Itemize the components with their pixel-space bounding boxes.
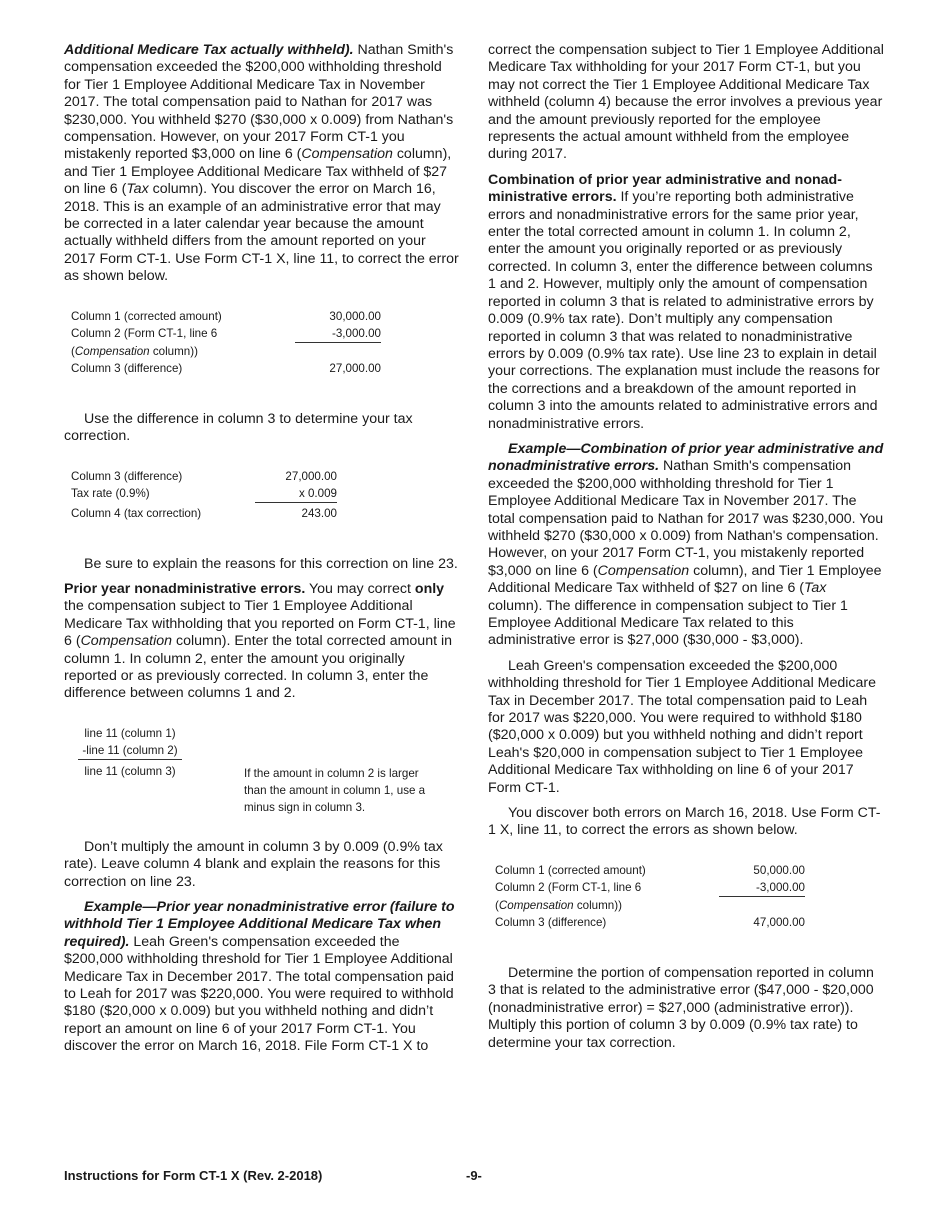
paragraph-explain-reasons: Be sure to explain the reasons for this correction on line 23. — [84, 555, 458, 572]
paragraph-dont-multiply: Don’t multiply the amount in column 3 by 0.009 (0.9% tax rate). Leave column 4 blank and explain the reasons for this correction on line 23. — [64, 838, 443, 890]
paragraph-combination: Combination of prior year administrative and nonad-ministrative errors. If you’re reporting both administrative errors and nonadministrative errors for the same prior year, enter the total corrected amount in column 1. In column 2, enter the amount you originally reported or as previously corrected. In column 3, enter the difference between columns 1 and 2. However, multiply only the amount of compensation reported in column 3 that is related to administrative errors by 0.009 (0.9% tax rate). Don’t multiply any compensation reported in column 3 that was related to nonadministrative errors by 0.009 (0.9% tax rate). Use line 23 to explain in detail your corrections. The explanation must include the reasons for the corrections and a breakdown of the amount reported in column 3 into the amounts related to administrative errors and nonadministrative errors. — [488, 171, 880, 432]
paragraph-discover-errors: You discover both errors on March 16, 2018. Use Form CT-1 X, line 11, to correct the errors as shown below. — [488, 805, 881, 839]
paragraph-prior-nonadmin: Prior year nonadministrative errors. You may correct only the compensation subject to Tier 1 Employee Additional Medicare Tax withholding that you reported on Form CT-1, line 6 (Compensation column). Enter the total corrected amount in column 1. In column 2, enter the amount you originally reported or as previously corrected. In column 3, enter the difference between columns 1 and 2. — [64, 580, 456, 702]
calc-table-2: Column 3 (difference) 27,000.00 Tax rate (0.9%) x 0.009 Column 4 (tax correction) 243.00 — [71, 469, 337, 520]
footer-title: Instructions for Form CT-1 X (Rev. 2-2018) — [64, 1168, 323, 1183]
paragraph-combination-example: Example—Combination of prior year administrative and nonadministrative errors. Nathan Smith's compensation exceeded the $200,000 withholding threshold for Tier 1 Employee Additional Medicare Tax in November 2017. The total compensation paid to Nathan for 2017 was $230,000. You withheld $270 ($30,000 x 0.009) from Nathan's compensation. However, on your 2017 Form CT-1, you mistakenly reported $3,000 on line 6 (Compensation column), and Tier 1 Employee Additional Medicare Tax withheld of $27 on line 6 (Tax column). The difference in compensation subject to Tier 1 Employee Additional Medicare Tax related to this administrative error is $27,000 ($30,000 - $3,000). — [488, 440, 884, 649]
calc-table-3: line 11 (column 1) -line 11 (column 2) line 11 (column 3) If the amount in column 2 is larger than the amount in column 1, use a minus sign in column 3. — [78, 725, 460, 805]
paragraph-admin-example-cont: Additional Medicare Tax actually withheld). Nathan Smith's compensation exceeded the $200,000 withholding threshold for Tier 1 Employee Additional Medicare Tax in November 2017. The total compensation paid to Nathan for 2017 was $230,000. You withheld $270 ($30,000 x 0.009) from Nathan's compensation. However, on your 2017 Form CT-1 you mistakenly reported $3,000 on line 6 (Compensation column), and Tier 1 Employee Additional Medicare Tax withheld of $27 on line 6 (Tax column). You discover the error on March 16, 2018. This is an example of an administrative error that may be corrected in a later calendar year because the amount actually withheld differs from the amount reported on your 2017 Form CT-1. Use Form CT-1 X, line 11, to correct the error as shown below. — [64, 42, 459, 285]
page-footer — [64, 1168, 884, 1183]
paragraph-use-difference: Use the difference in column 3 to determine your tax correction. — [64, 410, 413, 445]
calc-table-4: Column 1 (corrected amount) 50,000.00 Column 2 (Form CT-1, line 6 -3,000.00 (Compensation column)) Column 3 (difference) 47,000.00 — [495, 863, 805, 929]
minus-sign-note: If the amount in column 2 is larger than the amount in column 1, use a minus sign in column 3. — [244, 766, 426, 814]
left-column — [64, 42, 460, 1064]
paragraph-nonadmin-example: Example—Prior year nonadministrative error (failure to withhold Tier 1 Employee Additional Medicare Tax when required). Leah Green's compensation exceeded the $200,000 withholding threshold for Tier 1 Employee Additional Medicare Tax in December 2017. The total compensation paid to Leah for 2017 was $220,000. You were required to withhold $180 ($20,000 x 0.009) but you withheld nothing and didn’t report an amount on line 6 of your 2017 Form CT-1. You discover the error on March 16, 2018. File Form CT-1 X to — [64, 898, 455, 1055]
paragraph-determine-portion: Determine the portion of compensation reported in column 3 that is related to the administrative error ($47,000 - $20,000 (nonadministrative error) = $27,000 (administrative error)). Multiply this portion of column 3 by 0.009 (0.9% tax rate) to determine your tax correction. — [488, 964, 874, 1051]
right-column — [488, 42, 884, 1060]
paragraph-leah-green: Leah Green's compensation exceeded the $200,000 withholding threshold for Tier 1 Employee Additional Medicare Tax in December 2017. The total compensation paid to Leah for 2017 was $220,000. You were required to withhold $180 ($20,000 x 0.009) but you withheld nothing and didn’t report Leah's $20,000 in compensation subject to Tier 1 Employee Additional Medicare Tax withholding on line 6 of your 2017 Form CT-1. — [488, 657, 877, 796]
page-number: -9- — [466, 1168, 482, 1183]
paragraph-nonadmin-example-cont: correct the compensation subject to Tier 1 Employee Additional Medicare Tax withholding for your 2017 Form CT-1, but you may not correct the Tier 1 Employee Additional Medicare Tax withheld (column 4) because the error involves a previous year and the amount previously reported for the employee represents the actual amount withheld from the employee during 2017. — [488, 42, 884, 163]
calc-table-1: Column 1 (corrected amount) 30,000.00 Column 2 (Form CT-1, line 6 -3,000.00 (Compensation column)) Column 3 (difference) 27,000.00 — [71, 309, 381, 375]
